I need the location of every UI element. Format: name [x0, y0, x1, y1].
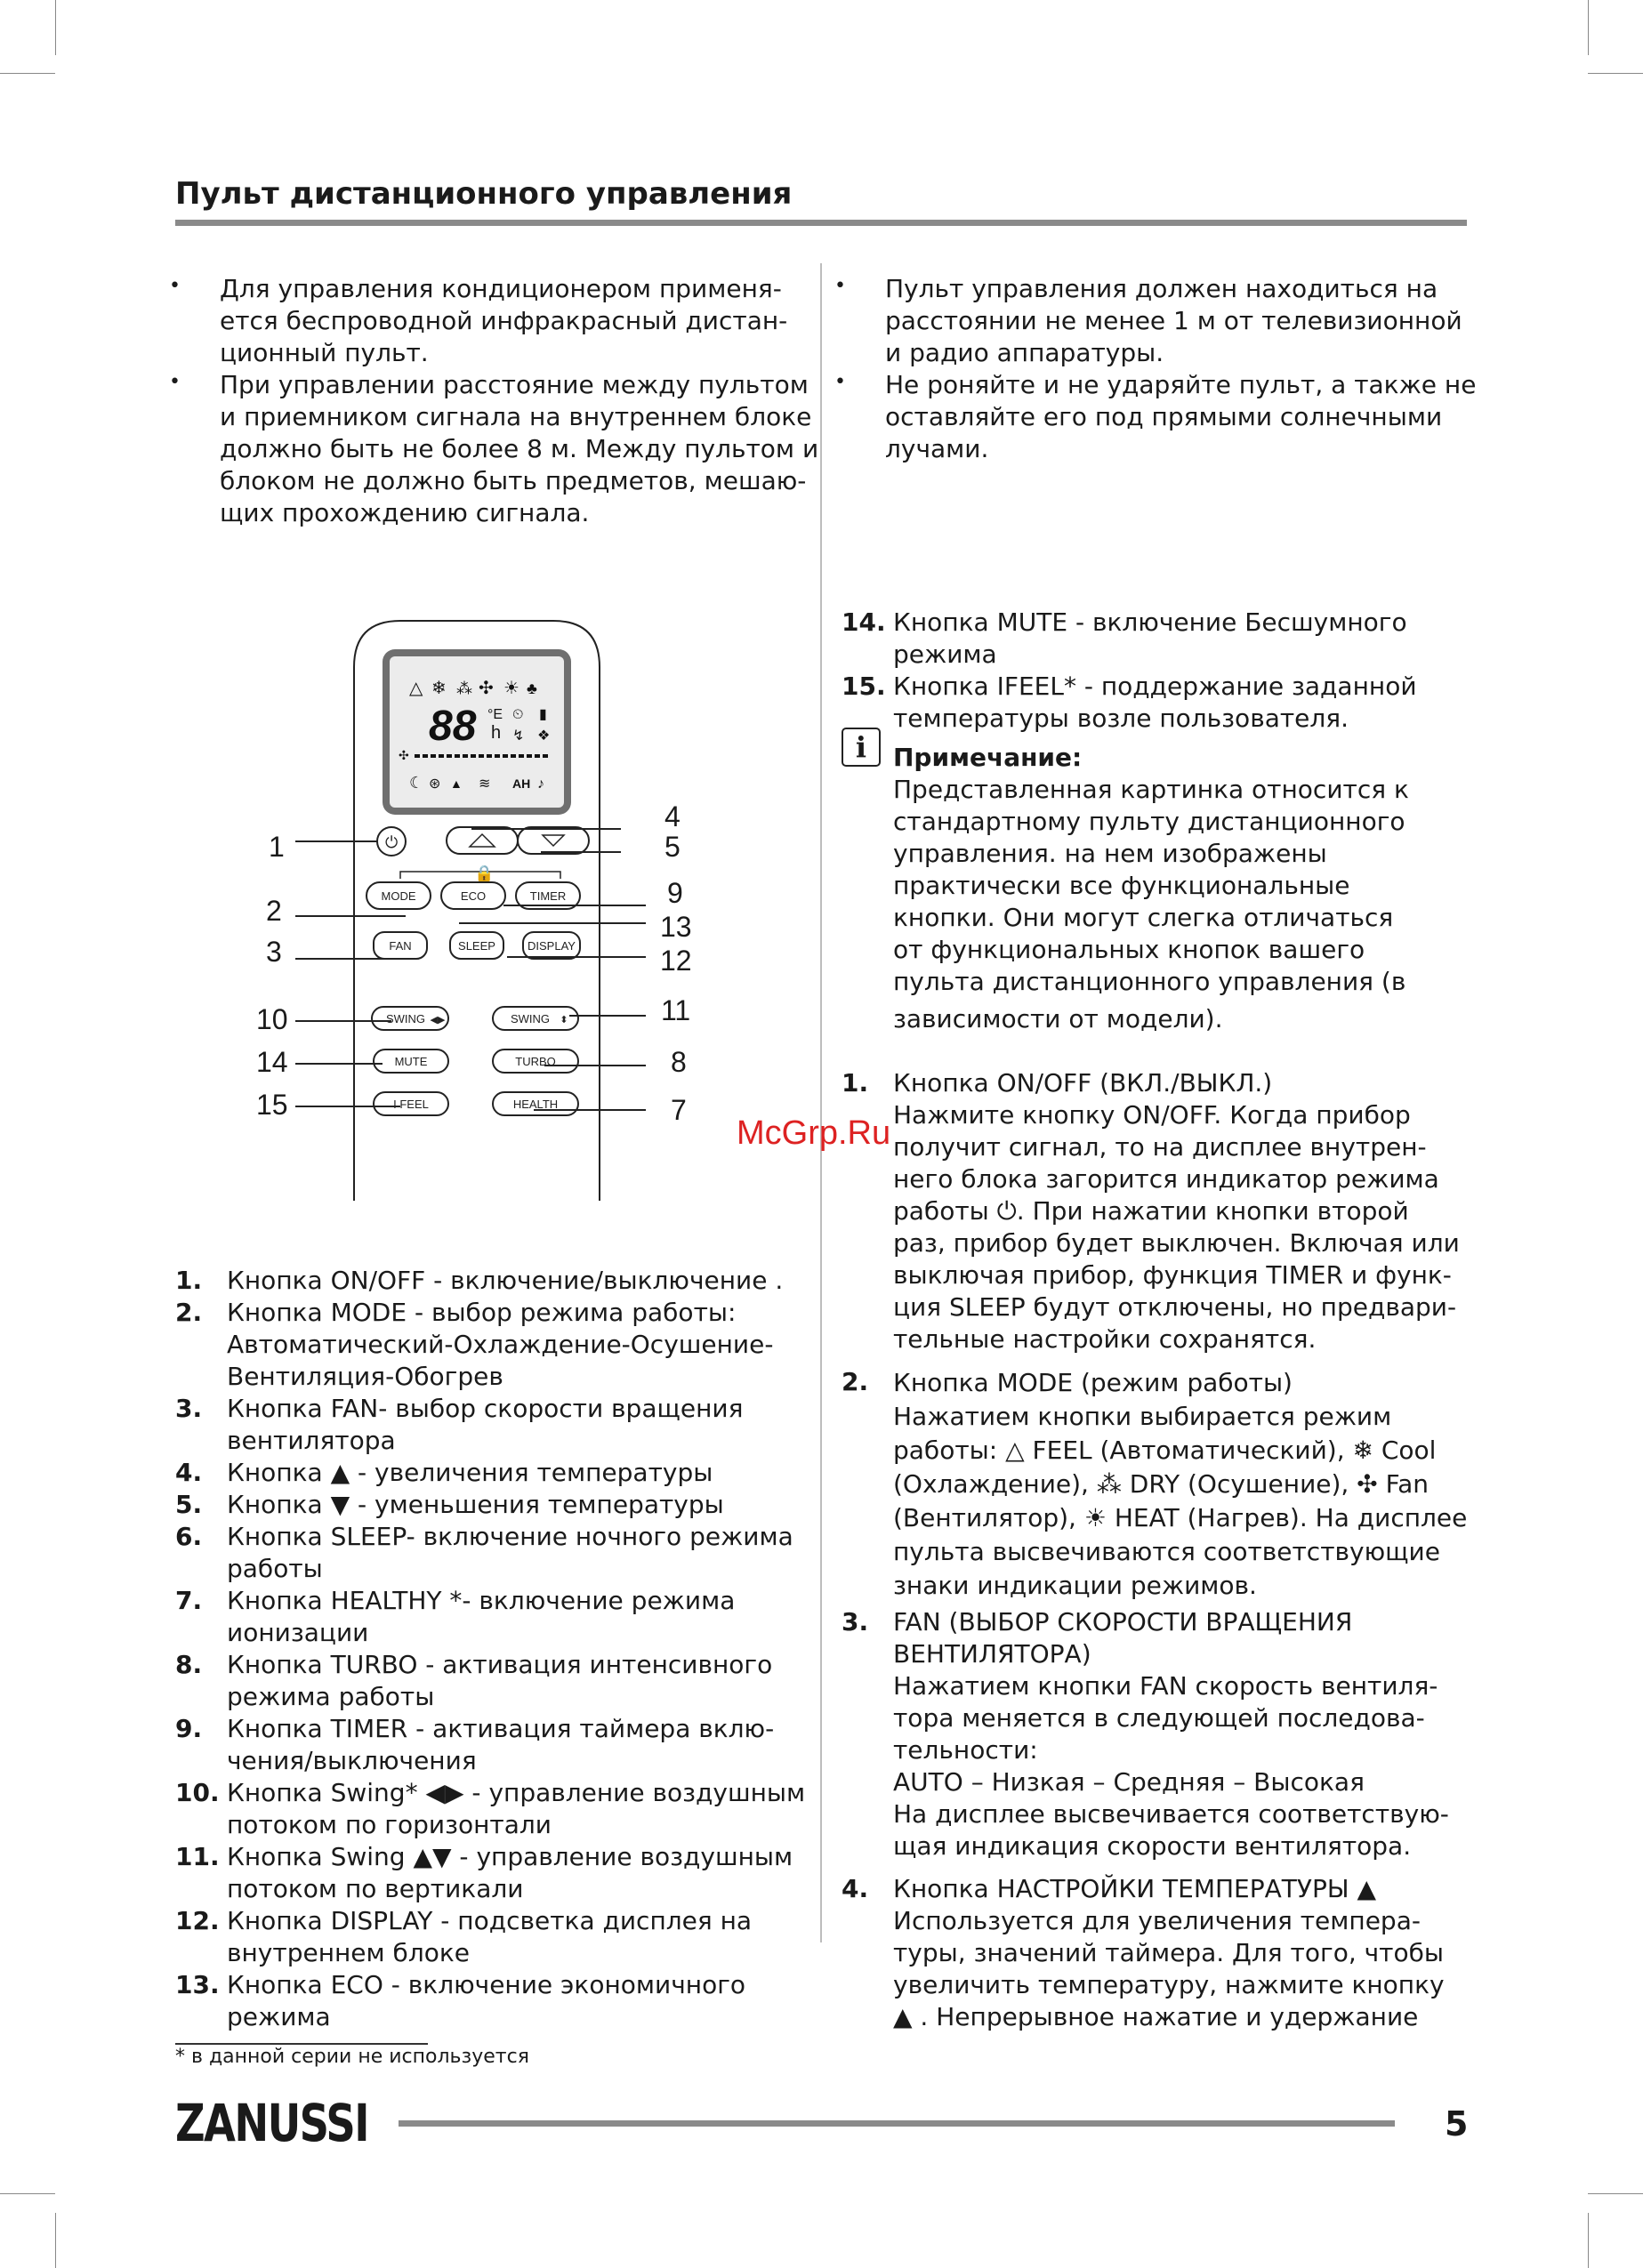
text-line: Кнопка ON/OFF (ВКЛ./ВЫКЛ.): [893, 1068, 1273, 1098]
text-line: от функциональных кнопок вашего: [893, 935, 1365, 964]
list-item: [227, 1489, 724, 1521]
callout-4: 4: [664, 800, 681, 832]
text-line: Кнопка IFEEL* - поддержание заданной: [893, 672, 1417, 701]
text-line: зависимости от модели).: [893, 1004, 1223, 1033]
up-button: [447, 827, 518, 854]
text-line: ционный пульт.: [220, 338, 429, 367]
text-line: тельные настройки сохранятся.: [893, 1324, 1317, 1354]
text-line: увеличить температуру, нажмите кнопку: [893, 1970, 1445, 1999]
column-divider: [820, 263, 822, 1942]
callout-9: 9: [667, 877, 683, 909]
callout-2: 2: [266, 895, 282, 927]
text-line: должно быть не более 8 м. Между пультом и: [220, 434, 819, 463]
text-line: управления. на нем изображены: [893, 839, 1327, 868]
text-line: вентилятора: [227, 1426, 396, 1455]
crop-mark: [1588, 73, 1643, 74]
text-line: оставляйте его под прямыми солнечными: [885, 402, 1443, 431]
lcd-unit-h: h: [491, 723, 502, 743]
text-line: Кнопка SLEEP- включение ночного режима: [227, 1522, 793, 1551]
text-line: ется беспроводной инфракрасный дистан-: [220, 306, 788, 335]
text-line: Кнопка DISPLAY - подсветка дисплея на: [227, 1906, 753, 1935]
callout-11: 11: [661, 994, 691, 1026]
text-line: щая индикация скорости вентилятора.: [893, 1831, 1412, 1861]
swing-h-icon: ◀▶: [430, 1015, 446, 1025]
list-number: 15.: [842, 672, 886, 701]
text-line: раз, прибор будет выключен. Включая или: [893, 1228, 1460, 1258]
text-line: практически все функциональные: [893, 871, 1350, 900]
text-line: Кнопка Swing ▲▼ - управление воздушным: [227, 1842, 793, 1871]
list-item: [227, 1265, 783, 1297]
text-line: Вентиляция-Обогрев: [227, 1362, 503, 1391]
text-line: Нажатием кнопки FAN скорость вентиля-: [893, 1671, 1438, 1701]
text-line: Автоматический-Охлаждение-Осушение-: [227, 1330, 774, 1359]
callout-8: 8: [671, 1046, 687, 1078]
text-line: работы: △ FEEL (Автоматический), ❄ Cool: [893, 1436, 1437, 1465]
callout-15: 15: [256, 1089, 288, 1121]
text-line: Кнопка FAN- выбор скорости вращения: [227, 1394, 744, 1423]
list-number: 3.: [842, 1607, 869, 1637]
text-line: Кнопка НАСТРОЙКИ ТЕМПЕРАТУРЫ ▲: [893, 1874, 1376, 1903]
list-item: [227, 1457, 713, 1489]
ifeel-button-label: I FEEL: [393, 1098, 429, 1111]
list-item: [893, 1067, 1460, 1355]
text-line: щих прохождению сигнала.: [220, 498, 590, 527]
list-number: 9.: [175, 1714, 203, 1743]
fan-speed-icon: ✣: [399, 748, 409, 762]
eco-icon: ♣: [527, 680, 537, 697]
swing-icon: ↯: [512, 728, 525, 744]
bullet-text: [885, 273, 1462, 369]
list-item: [227, 1521, 793, 1585]
text-line: (Охлаждение), ⁂ DRY (Осушение), ✣ Fan: [893, 1469, 1430, 1499]
list-number: 13.: [175, 1970, 220, 1999]
text-line: Для управления кондиционером применя-: [220, 274, 782, 303]
text-line: Кнопка MODE - выбор режима работы:: [227, 1298, 737, 1327]
dry-mode-icon: ⁂: [456, 680, 472, 697]
text-line: и радио аппаратуры.: [885, 338, 1164, 367]
sleep-button-label: SLEEP: [458, 939, 495, 953]
list-item: [893, 607, 1407, 671]
footnote: * в данной серии не используется: [175, 2046, 529, 2068]
page-number: 5: [1445, 2104, 1469, 2143]
text-line: потоком по горизонтали: [227, 1810, 552, 1839]
turbo-button-label: TURBO: [515, 1055, 556, 1068]
text-line: температуры возле пользователя.: [893, 704, 1349, 733]
info-icon: i: [842, 728, 881, 767]
list-item: [227, 1905, 752, 1969]
title-divider: [175, 220, 1467, 226]
text-line: Пульт управления должен находиться на: [885, 274, 1438, 303]
callout-12: 12: [660, 945, 692, 977]
text-line: выключая прибор, функция TIMER и функ-: [893, 1260, 1452, 1290]
bullet-text: [220, 369, 818, 529]
text-line: расстоянии не менее 1 м от телевизионной: [885, 306, 1462, 335]
watermark: McGrp.Ru: [737, 1114, 891, 1152]
text-line: потоком по вертикали: [227, 1874, 524, 1903]
list-number: 1.: [842, 1068, 869, 1098]
text-line: и приемником сигнала на внутреннем блоке: [220, 402, 812, 431]
text-line: блоком не должно быть предметов, мешаю-: [220, 466, 807, 495]
mute-icon: ♪: [537, 776, 544, 792]
text-line: тора меняется в следующей последова-: [893, 1703, 1425, 1733]
battery-icon: ▮: [539, 707, 547, 722]
text-line: Кнопка ▼ - уменьшения температуры: [227, 1490, 724, 1519]
text-line: Не роняйте и не ударяйте пульт, а также не: [885, 370, 1477, 399]
text-line: режима: [893, 639, 997, 669]
up-arrow-icon: [470, 834, 495, 847]
text-line: Нажатием кнопки выбирается режим: [893, 1402, 1392, 1431]
crop-mark: [1588, 2193, 1643, 2194]
down-button: [518, 827, 589, 854]
callout-5: 5: [664, 831, 681, 863]
list-number: 2.: [175, 1298, 203, 1327]
list-item: [227, 1585, 735, 1649]
cool-mode-icon: ❄: [431, 679, 447, 698]
list-number: 1.: [175, 1266, 203, 1295]
text-line: туры, значений таймера. Для того, чтобы: [893, 1938, 1444, 1967]
text-line: FAN (ВЫБОР СКОРОСТИ ВРАЩЕНИЯ: [893, 1607, 1353, 1637]
footnote-divider: [175, 2043, 428, 2045]
crop-mark: [0, 2193, 55, 2194]
list-item: [227, 1713, 774, 1777]
text-line: Нажмите кнопку ON/OFF. Когда прибор: [893, 1100, 1411, 1130]
text-line: ВЕНТИЛЯТОРА): [893, 1639, 1091, 1669]
list-number: 7.: [175, 1586, 203, 1615]
power-icon: ⏻: [385, 833, 399, 851]
crop-mark: [1588, 2213, 1589, 2268]
text-line: стандартному пульту дистанционного: [893, 807, 1405, 836]
list-number: 10.: [175, 1778, 220, 1807]
mode-button-label: MODE: [381, 889, 416, 903]
text-line: Кнопка TURBO - активация интенсивного: [227, 1650, 773, 1679]
text-line: кнопки. Они могут слегка отличаться: [893, 903, 1394, 932]
callout-13: 13: [660, 911, 692, 943]
brand-logo: ZANUSSI: [175, 2093, 368, 2153]
fan-mode-icon: ✣: [479, 679, 494, 698]
list-number: 4.: [842, 1874, 869, 1903]
list-item: [227, 1841, 793, 1905]
crop-mark: [55, 2213, 56, 2268]
text-line: Кнопка ▲ - увеличения температуры: [227, 1458, 713, 1487]
down-arrow-icon: [543, 835, 564, 846]
bullet-text: [885, 369, 1476, 465]
list-number: 6.: [175, 1522, 203, 1551]
list-number: 12.: [175, 1906, 220, 1935]
bullet: •: [834, 275, 846, 297]
text-line: Кнопка MUTE - включение Бесшумного: [893, 607, 1407, 637]
sleep-icon: ☾: [409, 774, 424, 792]
text-line: пульта дистанционного управления (в: [893, 967, 1406, 996]
text-line: При управлении расстояние между пультом: [220, 370, 809, 399]
note-block: [893, 742, 1409, 1035]
text-line: Кнопка ECO - включение экономичного: [227, 1970, 746, 1999]
list-number: 8.: [175, 1650, 203, 1679]
swing-h-button-label: SWING: [385, 1012, 426, 1025]
bullet: •: [169, 371, 181, 393]
health-icon: ❖: [537, 728, 551, 744]
callout-7: 7: [671, 1094, 687, 1126]
swing-v-icon: ≋: [479, 776, 491, 792]
fan-button-label: FAN: [389, 939, 412, 953]
list-item: [893, 1366, 1467, 1603]
list-number: 4.: [175, 1458, 203, 1487]
text-line: Кнопка HEALTHY *- включение режима: [227, 1586, 736, 1615]
list-item: [893, 671, 1417, 735]
bullet: •: [834, 371, 846, 393]
bullet-text: [220, 273, 787, 369]
text-line: ▲ . Непрерывное нажатие и удержание: [893, 2002, 1419, 2031]
text-line: получит сигнал, то на дисплее внутрен-: [893, 1132, 1427, 1162]
list-number: 11.: [175, 1842, 220, 1871]
eco-button-label: ECO: [460, 889, 487, 903]
text-line: ция SLEEP будут отключены, но предвари-: [893, 1292, 1457, 1322]
lock-icon: 🔒: [474, 865, 495, 882]
bullet: •: [169, 275, 181, 297]
crop-mark: [55, 0, 56, 55]
list-item: [893, 1606, 1449, 1862]
text-line: пульта высвечиваются соответствующие: [893, 1537, 1440, 1566]
list-number: 2.: [842, 1367, 869, 1396]
footer-divider: [399, 2120, 1395, 2127]
text-line: Кнопка MODE (режим работы): [893, 1368, 1293, 1397]
timer-icon: ⏲: [512, 707, 524, 722]
health-button-label: HEALTH: [512, 1098, 559, 1111]
text-line: тельности:: [893, 1735, 1038, 1765]
note-heading: Примечание:: [893, 743, 1083, 772]
text-line: (Вентилятор), ☀ HEAT (Нагрев). На дисплее: [893, 1503, 1468, 1532]
list-item: [893, 1873, 1445, 2033]
text-line: Кнопка ON/OFF - включение/выключение .: [227, 1266, 784, 1295]
callout-14: 14: [256, 1046, 288, 1078]
heat-mode-icon: ☀: [503, 679, 519, 698]
list-item: [227, 1969, 745, 2033]
list-number: 3.: [175, 1394, 203, 1423]
display-button-label: DISPLAY: [528, 939, 576, 953]
text-line: Используется для увеличения темпера-: [893, 1906, 1421, 1935]
list-item: [227, 1777, 805, 1841]
mute-button-label: MUTE: [394, 1055, 428, 1068]
lcd-unit: °E: [487, 707, 503, 722]
auto-mode-icon: △: [409, 679, 423, 698]
text-line: Кнопка TIMER - активация таймера вклю-: [227, 1714, 775, 1743]
list-item: [227, 1297, 773, 1393]
page-title: Пульт дистанционного управления: [175, 176, 793, 212]
text-line: ионизации: [227, 1618, 369, 1647]
swing-v-icon: ⬍: [560, 1015, 568, 1025]
callout-10: 10: [256, 1003, 288, 1035]
list-number: 5.: [175, 1490, 203, 1519]
crop-mark: [0, 73, 55, 74]
text-line: работы ⏻. При нажатии кнопки второй: [893, 1196, 1409, 1226]
text-line: чения/выключения: [227, 1746, 477, 1775]
lcd-ah-label: AH: [512, 776, 531, 791]
text-line: режима работы: [227, 1682, 435, 1711]
text-line: работы: [227, 1554, 323, 1583]
list-item: [227, 1393, 743, 1457]
text-line: AUTO – Низкая – Средняя – Высокая: [893, 1767, 1365, 1797]
lcd-digits: 88: [429, 703, 477, 750]
list-item: [227, 1649, 772, 1713]
text-line: знаки индикации режимов.: [893, 1571, 1257, 1600]
text-line: него блока загорится индикатор режима: [893, 1164, 1439, 1194]
text-line: Кнопка Swing* ◀▶ - управление воздушным: [227, 1778, 806, 1807]
callout-3: 3: [266, 936, 282, 968]
text-line: Представленная картинка относится к: [893, 775, 1409, 804]
crop-mark: [1588, 0, 1589, 55]
text-line: внутреннем блоке: [227, 1938, 470, 1967]
list-number: 14.: [842, 607, 886, 637]
text-line: режима: [227, 2002, 331, 2031]
timer-button-label: TIMER: [529, 889, 567, 903]
text-line: лучами.: [885, 434, 989, 463]
ifeel-icon: ⊛: [429, 776, 441, 792]
text-line: На дисплее высвечивается соответствую-: [893, 1799, 1449, 1829]
turbo-icon: ▲: [450, 776, 463, 791]
callout-1: 1: [269, 831, 285, 863]
swing-v-button-label: SWING: [510, 1012, 551, 1025]
